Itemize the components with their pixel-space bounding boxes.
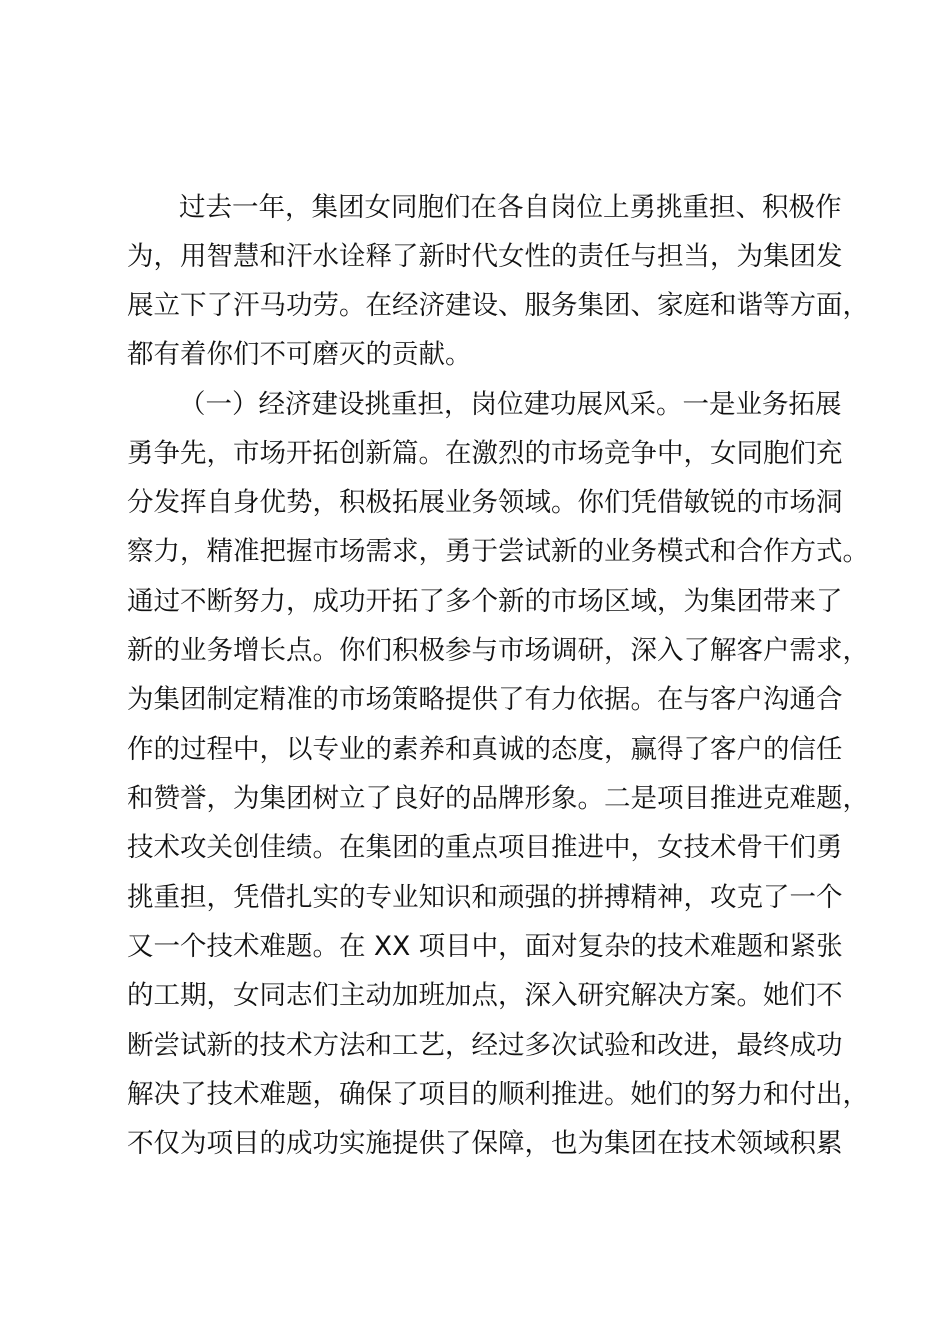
paragraph-2-line-9: 和赞誉，为集团树立了良好的品牌形象。二是项目推进克难题， — [127, 783, 869, 814]
paragraph-2-line-13: 的工期，女同志们主动加班加点，深入研究解决方案。她们不 — [127, 980, 843, 1011]
paragraph-2-line-16: 不仅为项目的成功实施提供了保障，也为集团在技术领域积累 — [127, 1128, 843, 1159]
paragraph-2-line-14: 断尝试新的技术方法和工艺，经过多次试验和改进，最终成功 — [127, 1030, 843, 1061]
paragraph-2-line-6: 新的业务增长点。你们积极参与市场调研，深入了解客户需求， — [127, 635, 869, 666]
paragraph-2-line-1: （一）经济建设挑重担，岗位建功展风采。一是业务拓展 — [179, 389, 842, 420]
paragraph-1-line-2: 为，用智慧和汗水诠释了新时代女性的责任与担当，为集团发 — [127, 241, 843, 272]
paragraph-2-line-11: 挑重担，凭借扎实的专业知识和顽强的拼搏精神，攻克了一个 — [127, 882, 843, 913]
paragraph-1-line-4: 都有着你们不可磨灭的贡献。 — [127, 339, 472, 370]
paragraph-1-line-1: 过去一年，集团女同胞们在各自岗位上勇挑重担、积极作 — [179, 192, 842, 223]
paragraph-2-line-15: 解决了技术难题，确保了项目的顺利推进。她们的努力和付出， — [127, 1079, 869, 1110]
paragraph-2-line-7: 为集团制定精准的市场策略提供了有力依据。在与客户沟通合 — [127, 684, 843, 715]
paragraph-2-line-10: 技术攻关创佳绩。在集团的重点项目推进中，女技术骨干们勇 — [127, 832, 843, 863]
paragraph-1-line-3: 展立下了汗马功劳。在经济建设、服务集团、家庭和谐等方面， — [127, 290, 869, 321]
paragraph-2-line-3: 分发挥自身优势，积极拓展业务领域。你们凭借敏锐的市场洞 — [127, 487, 843, 518]
paragraph-2-line-2: 勇争先，市场开拓创新篇。在激烈的市场竞争中，女同胞们充 — [127, 438, 843, 469]
paragraph-2-line-12: 又一个技术难题。在 XX 项目中，面对复杂的技术难题和紧张 — [127, 931, 843, 962]
paragraph-2-line-5: 通过不断努力，成功开拓了多个新的市场区域，为集团带来了 — [127, 586, 843, 617]
paragraph-2-line-4: 察力，精准把握市场需求，勇于尝试新的业务模式和合作方式。 — [127, 536, 869, 567]
paragraph-2-line-8: 作的过程中，以专业的素养和真诚的态度，赢得了客户的信任 — [127, 734, 843, 765]
